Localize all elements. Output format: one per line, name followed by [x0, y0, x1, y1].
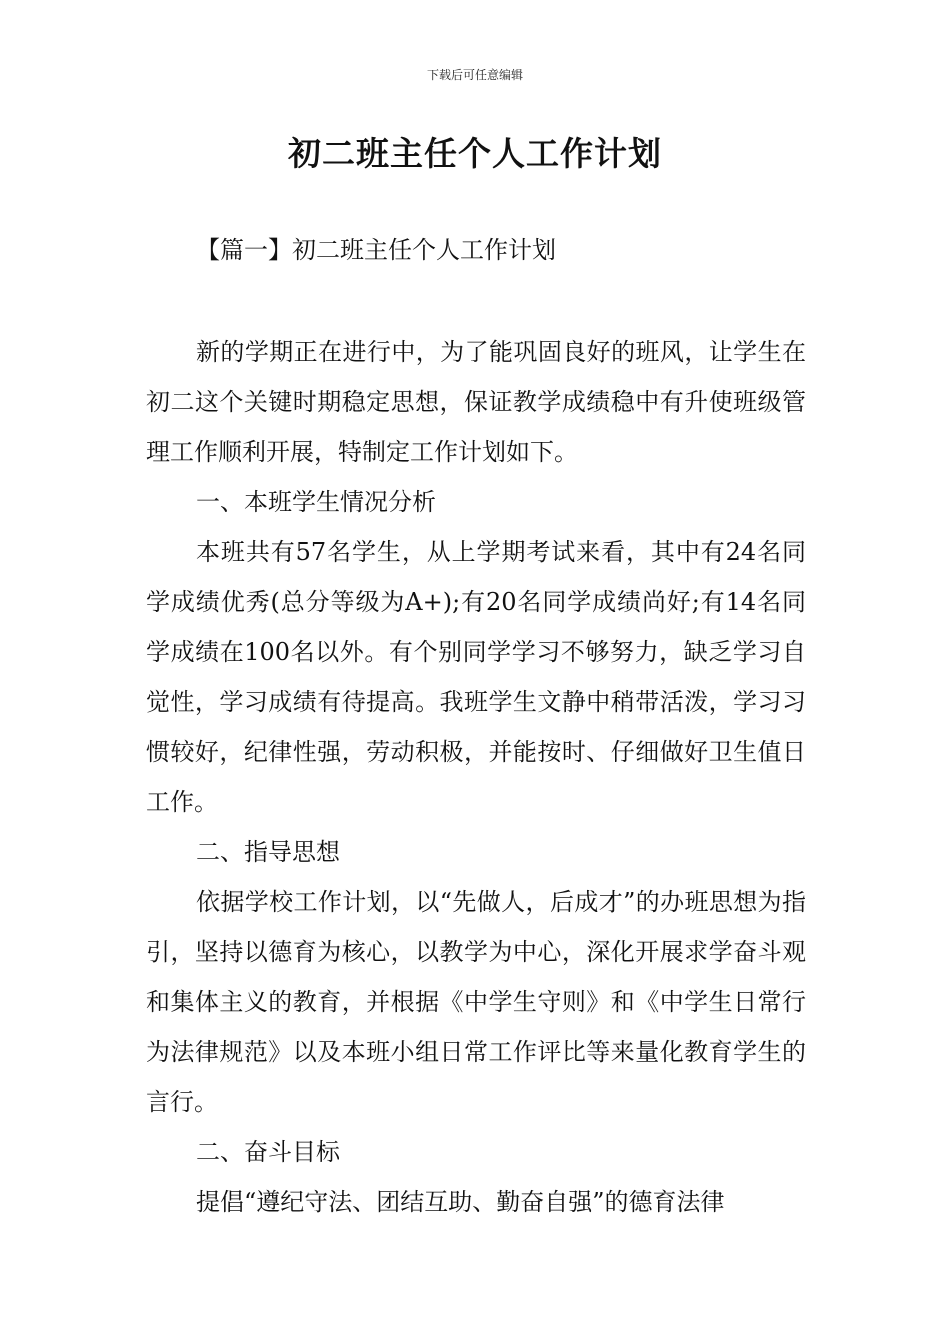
document-body — [146, 327, 806, 1227]
page-header-note: 下载后可任意编辑 — [426, 68, 523, 82]
paragraph-guiding-ideology: 依据学校工作计划，以“先做人，后成才”的办班思想为指引，坚持以德育为核心，以教学为中心，深化开展求学奋斗观和集体主义的教育，并根据《中学生守则》和《中学生日常行为法律规范》以及本班小组日常工作评比等来量化教育学生的言行。 — [146, 888, 806, 1116]
paragraph-goals: 提倡“遵纪守法、团结互助、勤奋自强”的德育法律 — [196, 1188, 725, 1216]
subheading-student-analysis: 一、本班学生情况分析 — [196, 488, 436, 516]
subheading-guiding-ideology: 二、指导思想 — [196, 838, 340, 866]
document-title: 初二班主任个人工作计划 — [288, 134, 662, 173]
section-heading: 【篇一】初二班主任个人工作计划 — [196, 236, 556, 264]
paragraph-intro: 新的学期正在进行中，为了能巩固良好的班风，让学生在初二这个关键时期稳定思想，保证教学成绩稳中有升使班级管理工作顺利开展，特制定工作计划如下。 — [146, 338, 806, 466]
subheading-goals: 二、奋斗目标 — [196, 1138, 340, 1166]
paragraph-student-analysis: 本班共有57名学生，从上学期考试来看，其中有24名同学成绩优秀(总分等级为A+);有20名同学成绩尚好;有14名同学成绩在100名以外。有个别同学学习不够努力，缺乏学习自觉性，学习成绩有待提高。我班学生文静中稍带活泼，学习习惯较好，纪律性强，劳动积极，并能按时、仔细做好卫生值日工作。 — [146, 538, 806, 816]
